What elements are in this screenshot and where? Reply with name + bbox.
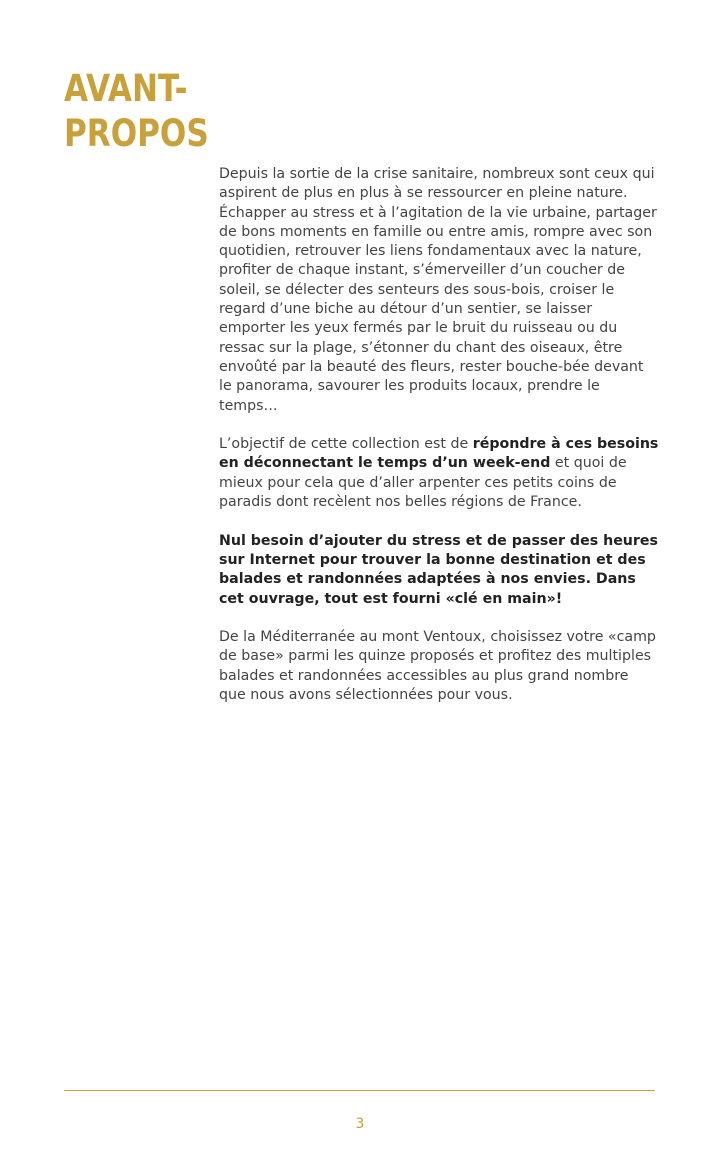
paragraph-3-bold: Nul besoin d’ajouter du stress et de passer des heures sur Internet pour trouver la bonne destination et des balades et randonnées adaptées à nos envies. Dans cet ouvrage, tout est fourni «clé en main»! <box>219 532 658 607</box>
paragraph-1: Depuis la sortie de la crise sanitaire, nombreux sont ceux qui aspirent de plus en plus à se ressourcer en pleine nature. Échapper au stress et à l’agitation de la vie urbaine, partager de bons moments en famille ou entre amis, rompre avec son quotidien, retrouver les liens fondamentaux avec la nature, profiter de chaque instant, s’émerveiller d’un coucher de soleil, se délecter des senteurs des sous-bois, croiser le regard d’une biche au détour d’un sentier, se laisser emporter les yeux fermés par le bruit du ruisseau ou du ressac sur la plage, s’étonner du chant des oiseaux, être envoûté par la beauté des fleurs, rester bouche-bée devant le panorama, savourer les produits locaux, prendre le temps… <box>219 166 657 414</box>
title-line-2: PROPOS <box>64 112 209 155</box>
body-text <box>219 165 659 725</box>
page-number: 3 <box>355 1116 365 1132</box>
paragraph-3 <box>219 532 659 609</box>
page-title <box>64 66 209 156</box>
paragraph-2 <box>219 435 659 512</box>
footer-divider <box>64 1090 655 1091</box>
paragraph-4: De la Méditerranée au mont Ventoux, choisissez votre «camp de base» parmi les quinze proposés et profitez des multiples balades et randonnées accessibles au plus grand nombre que nous avons sélectionnées pour vous. <box>219 629 656 704</box>
paragraph-2-start: L’objectif de cette collection est de <box>219 436 473 453</box>
paragraph-2-bold: répondre à ces besoins en déconnectant le temps d’un week-end <box>219 436 659 472</box>
paragraph-2-end: et quoi de mieux pour cela que d’aller arpenter ces petits coins de paradis dont recèlent nos belles régions de France. <box>219 455 627 511</box>
title-line-1: AVANT- <box>64 67 188 110</box>
